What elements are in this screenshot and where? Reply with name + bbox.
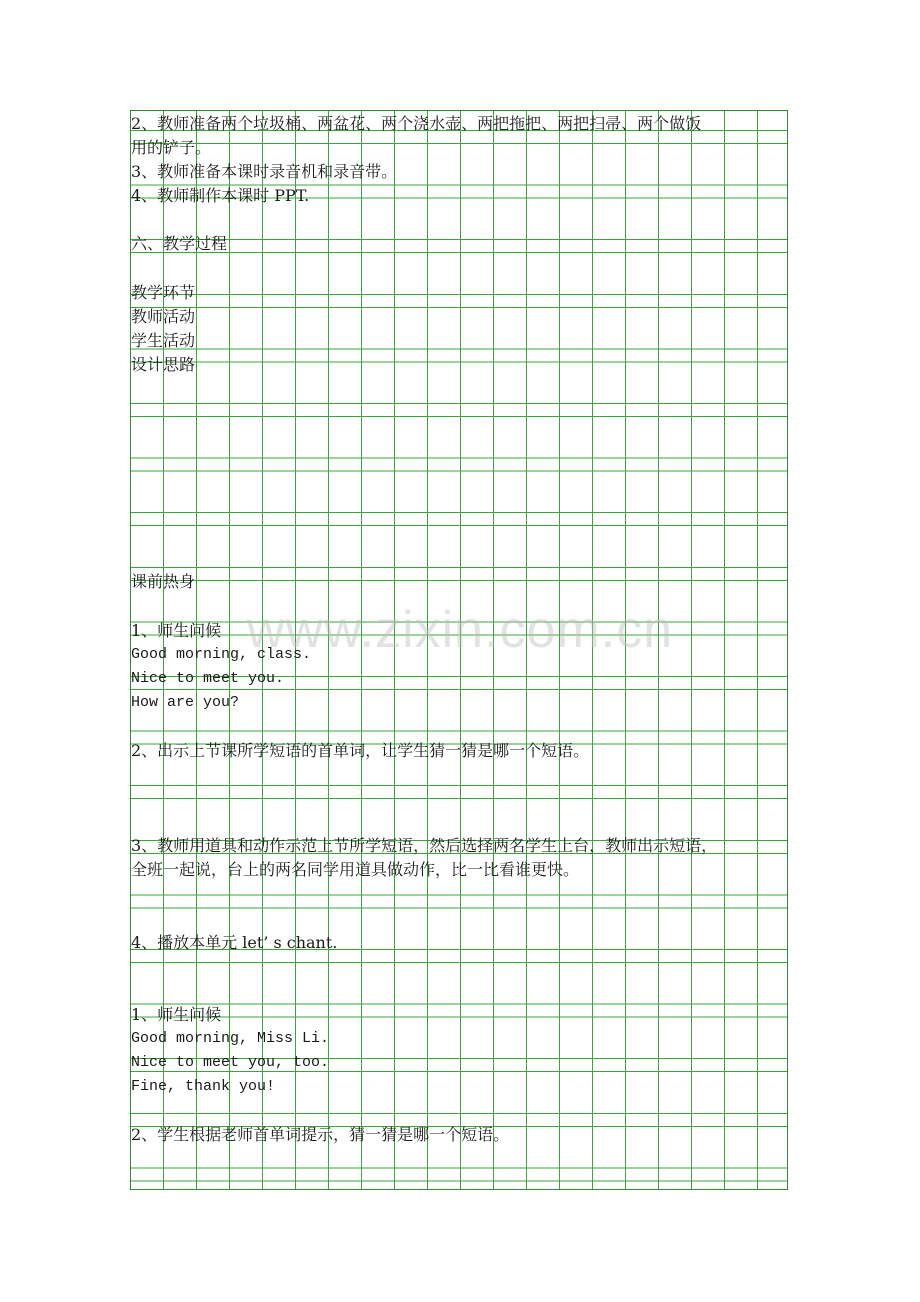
prep-item-2-line1: 2、教师准备两个垃圾桶、两盆花、两个浇水壶、两把拖把、两把扫帚、两个做饭 [131,114,702,133]
teacher-step-1: 1、师生问候 [131,621,222,640]
student-step-1-line-a: Good morning, Miss Li. [131,1030,330,1047]
student-step-1: 1、师生问候 [131,1005,222,1024]
student-step-2: 2、学生根据老师首单词提示，猜一猜是哪一个短语。 [131,1125,510,1144]
column-header-rationale: 设计思路 [131,355,196,374]
teacher-step-3-line2: 全班一起说，台上的两名同学用道具做动作，比一比看谁更快。 [131,860,580,879]
teacher-step-1-line-b: Nice to meet you. [131,670,285,687]
teacher-step-1-line-c: How are you? [131,694,240,711]
section-heading: 六、教学过程 [131,234,228,253]
teacher-step-4: 4、播放本单元 let’ s chant. [131,933,338,952]
watermark: www.zixin.com.cn [246,601,674,659]
student-step-1-line-b: Nice to meet you, too. [131,1054,330,1071]
teacher-step-1-line-a: Good morning, class. [131,646,312,663]
stage-warmup: 课前热身 [131,572,196,591]
prep-item-2-line2: 用的铲子。 [131,138,212,157]
teacher-step-3-line1: 3、教师用道具和动作示范上节所学短语，然后选择两名学生上台，教师出示短语， [131,836,718,855]
column-header-stage: 教学环节 [131,283,196,302]
prep-item-3: 3、教师准备本课时录音机和录音带。 [131,162,398,181]
column-header-student: 学生活动 [131,331,196,350]
student-step-1-line-c: Fine, thank you! [131,1078,276,1095]
teacher-step-2: 2、出示上节课所学短语的首单词，让学生猜一猜是哪一个短语。 [131,741,590,760]
prep-item-4: 4、教师制作本课时 PPT. [131,186,310,205]
column-header-teacher: 教师活动 [131,307,196,326]
